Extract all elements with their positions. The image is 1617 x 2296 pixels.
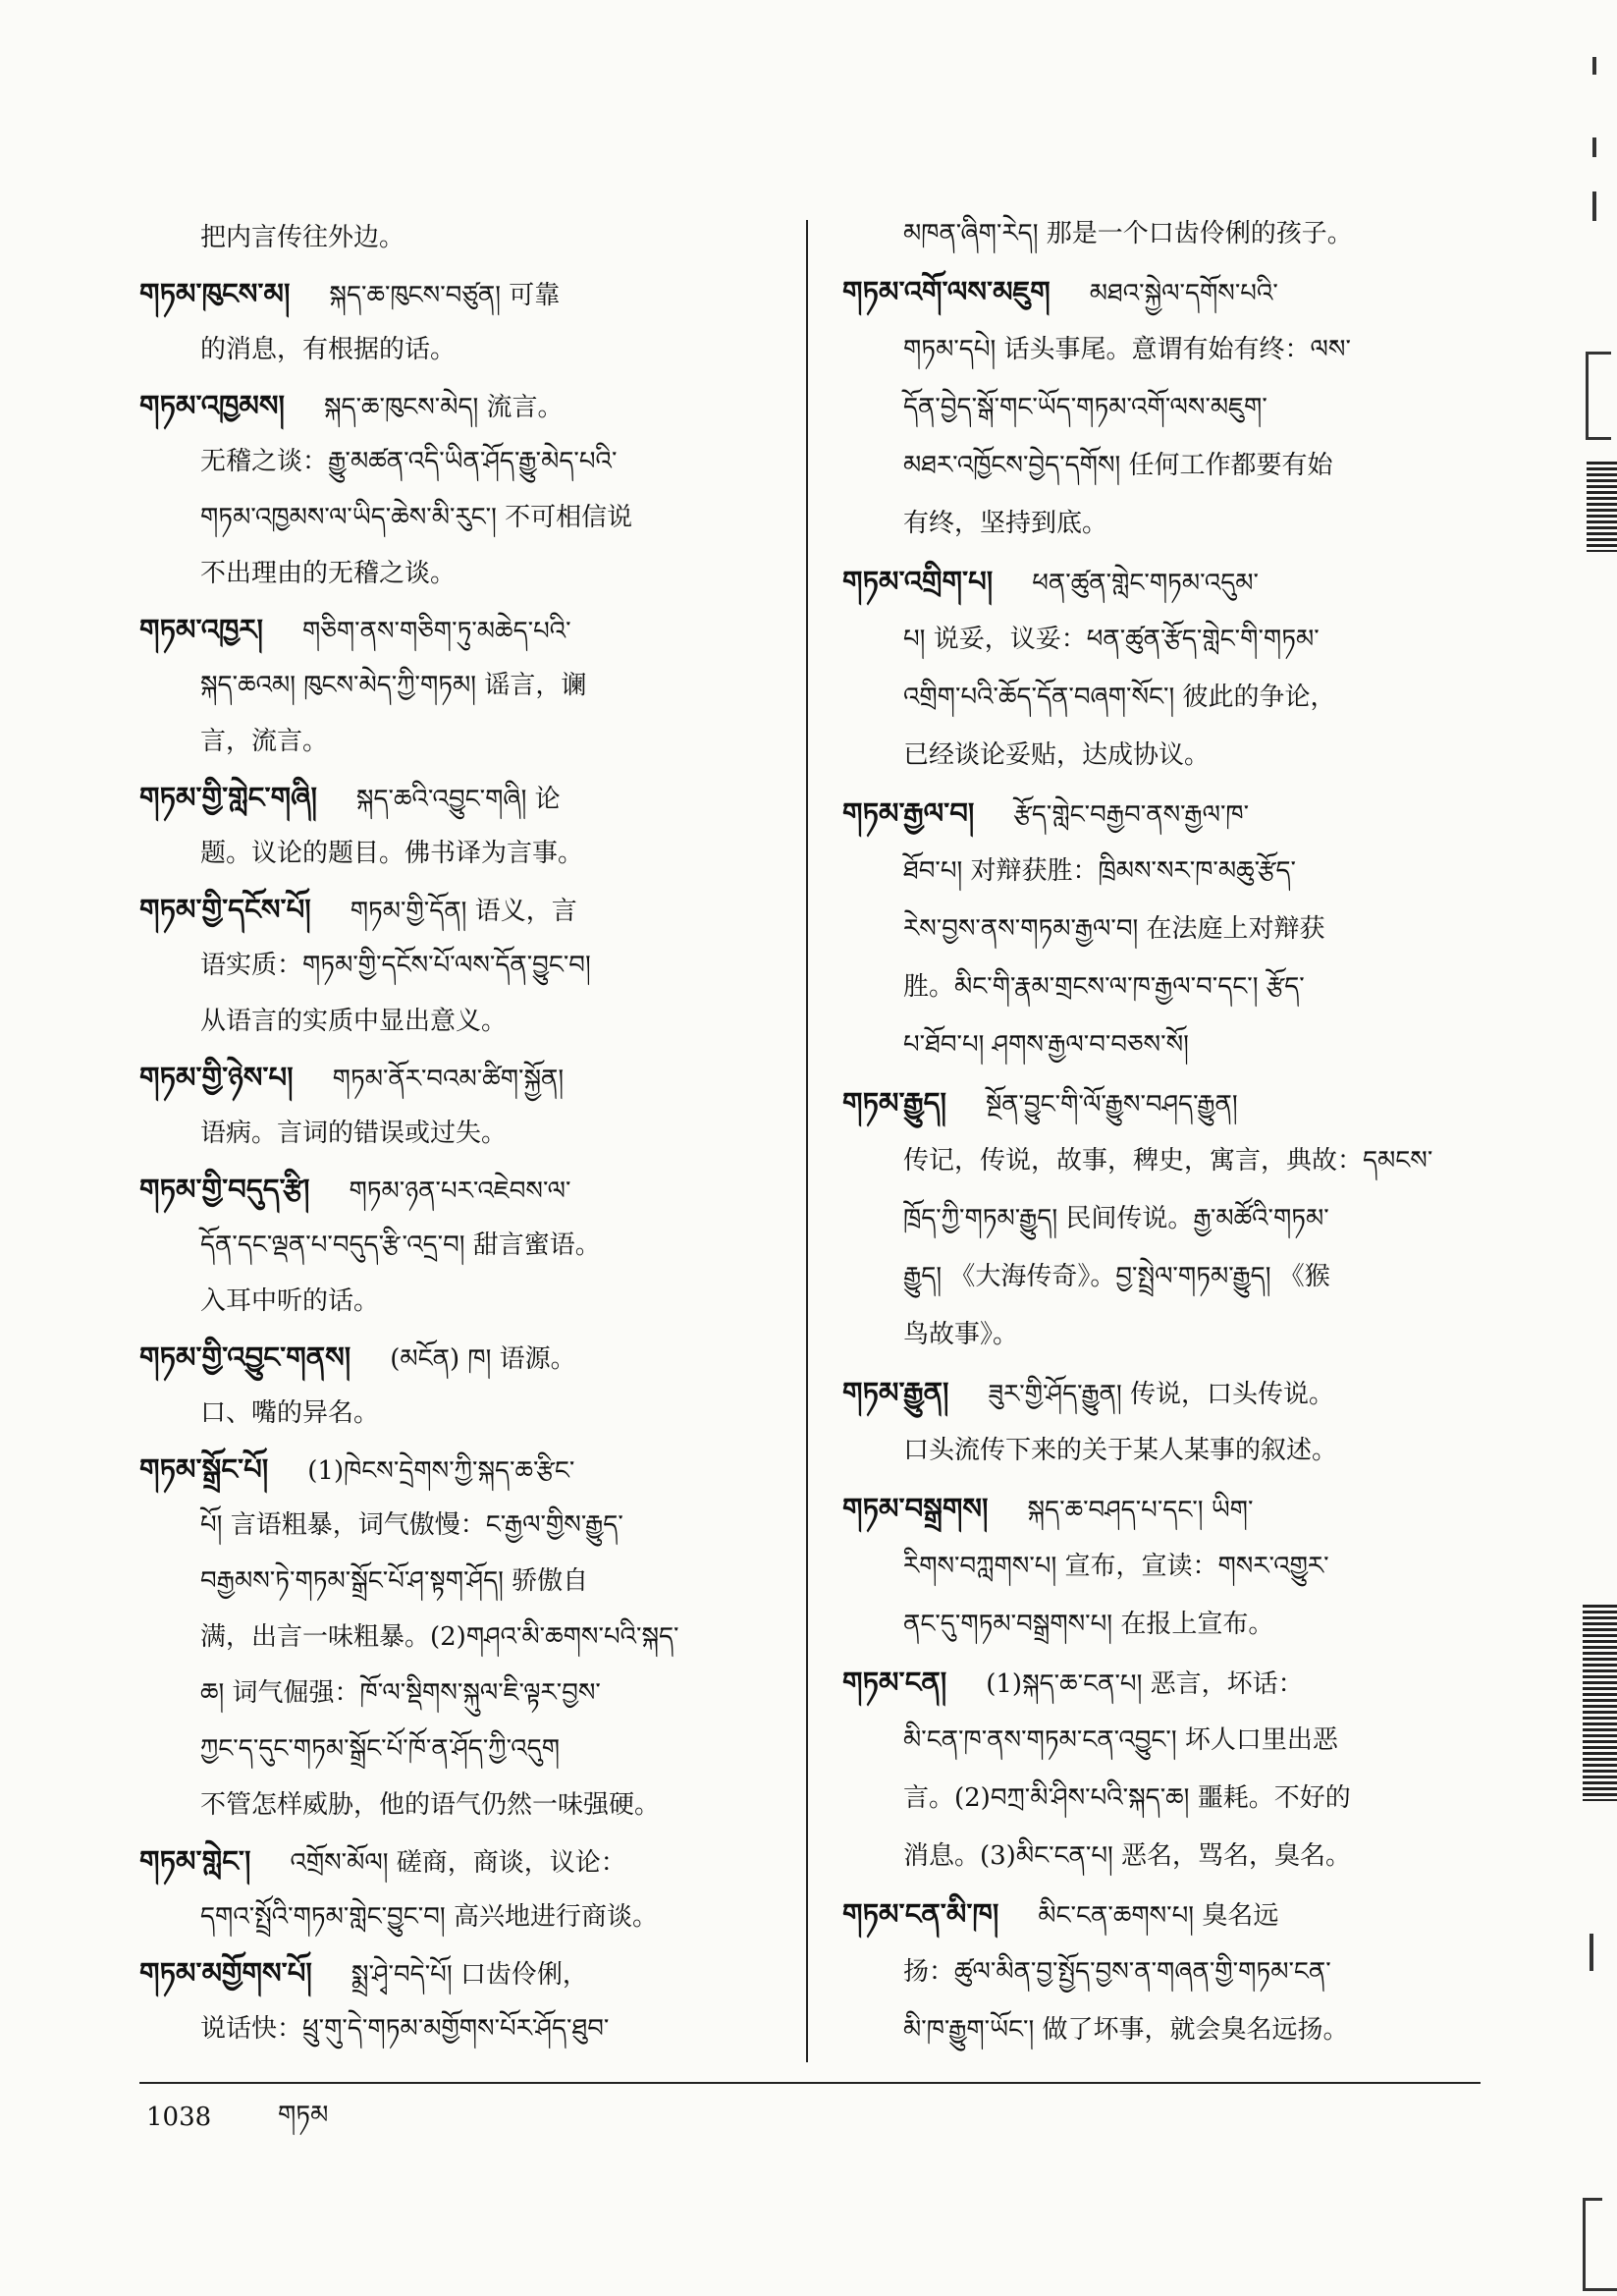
definition-text: ཕན་ཚུན་གླེང་གཏམ་འདུམ་ [1032,569,1259,598]
entry-line [139,602,778,658]
definition-text: སྔོན་བྱུང་གི་ལོ་རྒྱུས་བཤད་རྒྱུན། [985,1090,1238,1120]
headword: གཏམ་འགོ་ལས་མཇུག [842,275,1051,308]
entry-line [842,1248,1481,1306]
entry-line [139,210,778,266]
definition-text: སྐད་ཆ་བཤད་པ་དང་། ཡིག་ [1027,1496,1254,1525]
dictionary-entry [842,1364,1481,1480]
dictionary-entry [842,1886,1481,2059]
entry-line [842,263,1481,321]
definition-text: (1)ཁེངས་དྲེགས་ཀྱི་སྐད་ཆ་རྩིང་ [307,1456,575,1486]
entry-line [139,1330,778,1386]
definition-text: 鸟故事》。 [903,1320,1019,1349]
entry-line [139,882,778,938]
dictionary-entry [139,1330,778,1442]
entry-line [139,1889,778,1945]
definition-text: ཆ། 词气倔强：ཁོ་ལ་སྡིགས་སྐུལ་ཇི་ལྟར་བྱས་ [200,1678,601,1708]
dictionary-entry [139,1442,778,1833]
running-head: གཏམ [278,2101,329,2130]
entry-line [842,437,1481,495]
definition-text: དོན་དང་ལྡན་པ་བདུད་རྩི་འདྲ་བ། 甜言蜜语。 [200,1230,601,1260]
dictionary-entry [842,1480,1481,1654]
dictionary-entry [139,1050,778,1162]
definition-text: རིགས་བཀླགས་པ། 宣布，宣读：གསར་འགྱུར་ [903,1552,1329,1581]
dictionary-entry [842,1074,1481,1364]
entry-line [139,1386,778,1442]
definition-text: གཏམ་ནོར་བའམ་ཚིག་སྐྱོན། [332,1065,565,1094]
definition-text: 无稽之谈：རྒྱུ་མཚན་འདི་ཡིན་ཤོད་རྒྱུ་མེད་པའི་ [200,447,618,476]
left-column [139,210,778,2057]
headword: གཏམ་གྱི་འབྱུང་གནས། [139,1340,351,1374]
entry-line [139,658,778,714]
dictionary-entry [139,266,778,378]
entry-line [842,1364,1481,1422]
definition-text: མཐའ་སྐྱེལ་དགོས་པའི་ [1089,279,1278,308]
entry-line [842,1190,1481,1248]
definition-text: ཁྲོད་ཀྱི་གཏམ་རྒྱུད། 民间传说。རྒྱ་མཚོའི་གཏམ་ [903,1204,1329,1233]
entry-line [842,901,1481,958]
scan-edge-mark [1583,1605,1617,1801]
definition-text: སྨྲ་ཤྭེ་བདེ་པོ། 口齿伶俐， [350,1960,588,1990]
definition-text: ཀྱང་ད་དུང་གཏམ་སྒྲོང་པོ་ཁོ་ན་ཤོད་ཀྱི་འདུག [200,1734,561,1764]
dictionary-entry [139,1945,778,2057]
headword: གཏམ་སྒྲོང་པོ། [139,1452,269,1486]
definition-text: (1)སྐད་ཆ་ངན་པ། 恶言，坏话： [986,1669,1304,1699]
headword: གཏམ་ངན། [842,1666,947,1699]
definition-text: 口头流传下来的关于某人某事的叙述。 [903,1436,1338,1465]
entry-line [139,1666,778,1722]
entry-line [842,958,1481,1016]
definition-text: དོན་བྱེད་སྒོ་གང་ཡོད་གཏམ་འགོ་ལས་མཇུག་ [903,393,1267,422]
entry-line [842,379,1481,437]
entry-line [842,1654,1481,1712]
entry-line [139,378,778,434]
definition-text: 语实质：གཏམ་གྱི་དངོས་པོ་ལས་དོན་བྱུང་བ། [200,951,591,980]
entry-line [139,490,778,546]
dictionary-entry [139,770,778,882]
definition-text: 口、嘴的异名。 [200,1398,380,1428]
headword: གཏམ་གླེང་། [139,1844,251,1878]
scan-edge-mark [1586,437,1611,440]
entry-line [842,1886,1481,1943]
definition-text: པོ། 言语粗暴，词气傲慢：ང་རྒྱལ་གྱིས་རྒྱུད་ [200,1510,623,1540]
scan-edge-mark [1587,462,1617,552]
entry-line [842,1538,1481,1596]
entry-line [139,434,778,490]
headword: གཏམ་གྱི་གླེང་གཞི། [139,781,317,814]
headword: གཏམ་མགྱོགས་པོ། [139,1956,312,1990]
entry-line [842,205,1481,263]
page-number: 1038 [146,2103,212,2132]
entry-line [139,1498,778,1554]
headword: གཏམ་བསྒྲགས། [842,1492,989,1525]
definition-text: གཏམ་ཉན་པར་འཇེབས་ལ་ [349,1176,571,1206]
entry-line [842,1828,1481,1886]
dictionary-entry [139,378,778,602]
entry-line [842,785,1481,843]
right-column [842,205,1481,2059]
entry-line [842,1712,1481,1770]
definition-text: གཏམ་འཁྱམས་ལ་ཡིད་ཆེས་མི་རུང་། 不可相信说 [200,503,633,532]
definition-text: (མངོན) ཁ། 语源。 [390,1344,576,1374]
entry-line [842,1596,1481,1654]
entry-line [139,938,778,994]
entry-line [842,1770,1481,1828]
scan-edge-mark [1583,2288,1617,2291]
definition-text: 扬：ཚུལ་མིན་བྱ་སྤྱོད་བྱས་ན་གཞན་གྱི་གཏམ་ངན་ [903,1957,1331,1987]
dictionary-entry [842,553,1481,785]
entry-line [842,727,1481,785]
entry-line [139,1777,778,1833]
definition-text: 言。(2)བཀྲ་མི་ཤིས་པའི་སྐད་ཆ། 噩耗。不好的 [903,1783,1351,1813]
scan-edge-mark [1583,2198,1602,2201]
entry-line [139,770,778,826]
definition-text: མིང་ངན་ཆགས་པ། 臭名远 [1038,1901,1279,1931]
headword: གཏམ་འགྲིག་པ། [842,565,994,598]
entry-line [139,1442,778,1498]
entry-line [842,1074,1481,1132]
definition-text: གཏམ་གྱི་དོན། 语义，言 [350,897,577,926]
definition-text: རྩོད་གླེང་བརྒྱབ་ནས་རྒྱལ་ཁ་ [1013,800,1250,830]
definition-text: གཏམ་དཔེ། 话头事尾。意谓有始有终：ལས་ [903,335,1351,364]
headword: གཏམ་ངན་མི་ཁ། [842,1897,999,1931]
dictionary-entry [842,785,1481,1074]
dictionary-entry [139,882,778,1050]
definition-text: 言，流言。 [200,727,329,756]
definition-text: མཁན་ཞིག་རེད། 那是一个口齿伶俐的孩子。 [903,219,1353,248]
scan-edge-mark [1592,57,1596,75]
dictionary-entry [139,1833,778,1945]
entry-line [139,1554,778,1610]
definition-text: 从语言的实质中显出意义。 [200,1007,508,1036]
definition-text: བརྒྱམས་ཏེ་གཏམ་སྒྲོང་པོ་ཤ་སྟག་ཤོད། 骄傲自 [200,1566,589,1596]
definition-text: པ་ཐོབ་པ། ཤགས་རྒྱལ་བ་བཅས་སོ། [903,1030,1189,1060]
definition-text: སྐད་ཆའི་འབྱུང་གཞི། 论 [355,785,561,814]
definition-text: ཐོབ་པ། 对辩获胜：ཁྲིམས་སར་ཁ་མཆུ་རྩོད་ [903,856,1296,886]
definition-text: 入耳中听的话。 [200,1286,380,1316]
column-divider [806,220,808,2062]
dictionary-entry [842,263,1481,553]
entry-line [139,1833,778,1889]
dictionary-entry [842,1654,1481,1886]
entry-line [842,1422,1481,1480]
entry-line [842,1306,1481,1364]
definition-text: 不出理由的无稽之谈。 [200,559,457,588]
scan-edge-mark [1586,352,1589,440]
entry-line [842,1480,1481,1538]
definition-text: རེས་བྱས་ནས་གཏམ་རྒྱལ་བ། 在法庭上对辩获 [903,914,1325,944]
definition-text: སྐད་ཆ་ཁུངས་བཙུན། 可靠 [329,281,561,310]
definition-text: 的消息，有根据的话。 [200,335,457,364]
entry-line [139,546,778,602]
entry-line [139,1274,778,1330]
definition-text: མི་ངན་ཁ་ནས་གཏམ་ངན་འབྱུང་། 坏人口里出恶 [903,1725,1338,1755]
entry-continuation [139,210,778,266]
headword: གཏམ་གྱི་བདུད་རྩི། [139,1173,310,1206]
definition-text: 把内言传往外边。 [200,223,405,252]
scan-edge-mark [1592,191,1596,221]
scan-edge-mark [1592,137,1596,157]
definition-text: 消息。(3)མིང་ངན་པ། 恶名，骂名，臭名。 [903,1841,1352,1871]
definition-text: ཟུར་གྱི་ཤོད་རྒྱུན། 传说，口头传说。 [988,1380,1335,1409]
entry-line [139,1050,778,1106]
definition-text: 题。议论的题目。佛书译为言事。 [200,839,584,868]
definition-text: 说话快：ཕྲུ་གུ་དེ་གཏམ་མགྱོགས་པོར་ཤོད་ཐུབ་ [200,2014,610,2044]
entry-continuation [842,205,1481,263]
entry-line [842,495,1481,553]
entry-line [842,1016,1481,1074]
definition-text: 已经谈论妥贴，达成协议。 [903,740,1211,770]
headword: གཏམ་གྱི་ཉེས་པ། [139,1061,294,1094]
entry-line [842,1132,1481,1190]
entry-line [139,1106,778,1162]
entry-line [842,2001,1481,2059]
headword: གཏམ་འཁྱར། [139,613,264,646]
definition-text: སྐད་ཆ་ཁུངས་མེད། 流言。 [323,393,564,422]
entry-line [139,826,778,882]
entry-line [139,1218,778,1274]
entry-line [139,1722,778,1777]
headword: གཏམ་གྱི་དངོས་པོ། [139,893,311,926]
scan-edge-mark [1583,2198,1586,2291]
entry-line [842,553,1481,611]
entry-line [842,611,1481,669]
headword: གཏམ་རྒྱུན། [842,1376,949,1409]
entry-line [139,322,778,378]
entry-line [139,994,778,1050]
definition-text: ནང་དུ་གཏམ་བསྒྲགས་པ། 在报上宣布。 [903,1610,1274,1639]
dictionary-entry [139,602,778,770]
definition-text: 语病。言词的错误或过失。 [200,1119,508,1148]
definition-text: མི་ཁ་རྒྱུག་ཡོང་། 做了坏事，就会臭名远扬。 [903,2015,1349,2045]
definition-text: 满，出言一味粗暴。(2)གཤའ་མི་ཆགས་པའི་སྐད་ [200,1622,679,1652]
headword: གཏམ་འཁྱམས། [139,389,285,422]
definition-text: སྐད་ཆའམ། ཁུངས་མེད་ཀྱི་གཏམ། 谣言，谰 [200,671,587,700]
headword: གཏམ་རྒྱུད། [842,1086,946,1120]
entry-line [842,669,1481,727]
footer-rule [139,2082,1481,2084]
scan-edge-mark [1586,352,1611,355]
dictionary-entry [139,1162,778,1330]
scan-edge-mark [1590,1934,1593,1971]
entry-line [842,321,1481,379]
definition-text: གཅིག་ནས་གཅིག་ཏུ་མཆེད་པའི་ [302,617,571,646]
definition-text: འགྲིག་པའི་ཆོད་དོན་བཞག་སོང་། 彼此的争论， [903,683,1336,712]
entry-line [842,1943,1481,2001]
definition-text: 有终，坚持到底。 [903,509,1108,538]
entry-line [139,714,778,770]
headword: གཏམ་རྒྱལ་བ། [842,796,975,830]
entry-line [139,1945,778,2001]
definition-text: 胜。མིང་གི་རྣམ་གྲངས་ལ་ཁ་རྒྱལ་བ་དང་། རྩོད་ [903,972,1305,1002]
definition-text: འགྲོས་མོལ། 磋商，商谈，议论： [290,1848,626,1878]
definition-text: དགའ་སྤྲོའི་གཏམ་གླེང་བྱུང་བ། 高兴地进行商谈。 [200,1902,658,1932]
entry-line [139,2001,778,2057]
definition-text: མཐར་འཁྱོངས་བྱེད་དགོས། 任何工作都要有始 [903,451,1333,480]
headword: གཏམ་ཁུངས་མ། [139,277,291,310]
entry-line [139,1162,778,1218]
entry-line [139,266,778,322]
definition-text: པ། 说妥，议妥：ཕན་ཚུན་རྩོད་གླེང་གི་གཏམ་ [903,625,1320,654]
entry-line [139,1610,778,1666]
definition-text: 传记，传说，故事，稗史，寓言，典故：དམངས་ [903,1146,1433,1175]
definition-text: 不管怎样威胁，他的语气仍然一味强硬。 [200,1790,661,1820]
definition-text: རྒྱུད། 《大海传奇》。བྱ་སྤྲེལ་གཏམ་རྒྱུད། 《猴 [903,1262,1330,1291]
entry-line [842,843,1481,901]
